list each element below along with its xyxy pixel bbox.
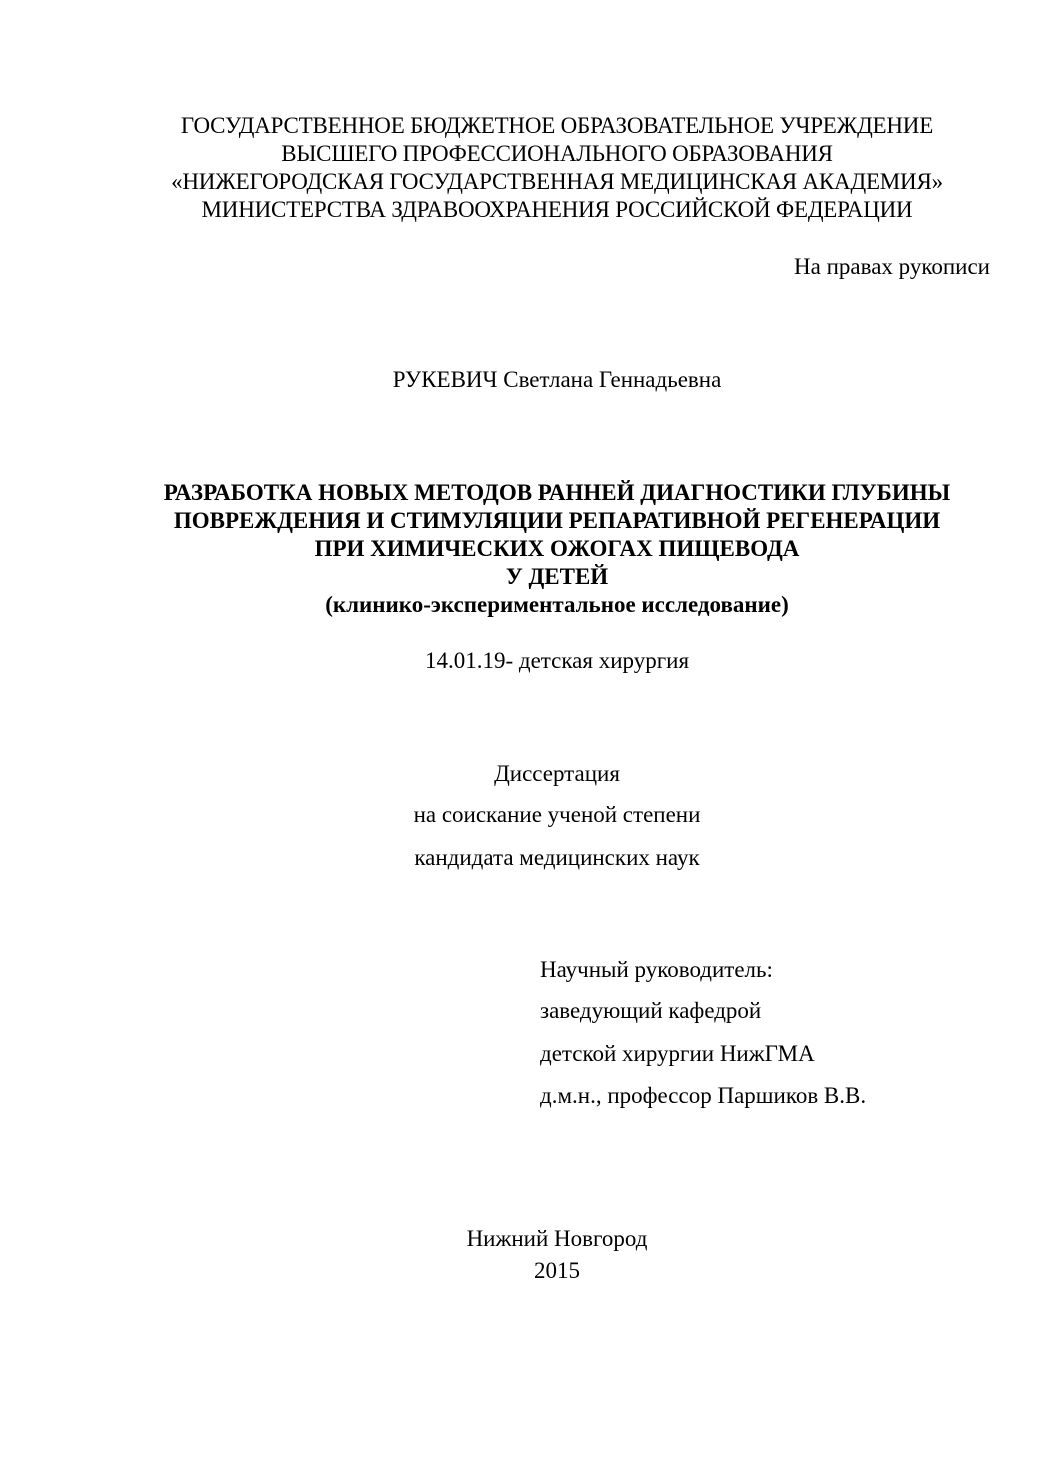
- institution-line-2: ВЫСШЕГО ПРОФЕССИОНАЛЬНОГО ОБРАЗОВАНИЯ: [281, 141, 833, 166]
- title-line-4: У ДЕТЕЙ: [505, 564, 609, 589]
- degree-line-2: на соискание ученой степени: [413, 802, 701, 827]
- degree-line-1: Диссертация: [494, 761, 620, 786]
- supervisor-line-4: д.м.н., профессор Паршиков В.В.: [540, 1083, 867, 1108]
- institution-line-4: МИНИСТЕРСТВА ЗДРАВООХРАНЕНИЯ РОССИЙСКОЙ ФЕДЕРАЦИИ: [201, 197, 913, 222]
- year: 2015: [534, 1258, 580, 1283]
- institution-line-3: «НИЖЕГОРОДСКАЯ ГОСУДАРСТВЕННАЯ МЕДИЦИНСКАЯ АКАДЕМИЯ»: [171, 169, 943, 194]
- supervisor-line-1: Научный руководитель:: [540, 957, 773, 982]
- supervisor-line-3: детской хирургии НижГМА: [540, 1041, 815, 1066]
- title-subtitle: (клинико-экспериментальное исследование): [325, 592, 789, 617]
- author-name: РУКЕВИЧ Светлана Геннадьевна: [392, 367, 722, 392]
- institution-line-1: ГОСУДАРСТВЕННОЕ БЮДЖЕТНОЕ ОБРАЗОВАТЕЛЬНОЕ УЧРЕЖДЕНИЕ: [180, 113, 934, 138]
- supervisor-line-2: заведующий кафедрой: [540, 998, 762, 1023]
- manuscript-note: На правах рукописи: [794, 254, 990, 279]
- title-line-3: ПРИ ХИМИЧЕСКИХ ОЖОГАХ ПИЩЕВОДА: [314, 536, 800, 561]
- specialty: 14.01.19- детская хирургия: [424, 648, 690, 673]
- title-line-2: ПОВРЕЖДЕНИЯ И СТИМУЛЯЦИИ РЕПАРАТИВНОЙ РЕГЕНЕРАЦИИ: [173, 508, 941, 533]
- title-line-1: РАЗРАБОТКА НОВЫХ МЕТОДОВ РАННЕЙ ДИАГНОСТИКИ ГЛУБИНЫ: [163, 480, 951, 505]
- city: Нижний Новгород: [466, 1226, 648, 1251]
- degree-line-3: кандидата медицинских наук: [414, 845, 700, 870]
